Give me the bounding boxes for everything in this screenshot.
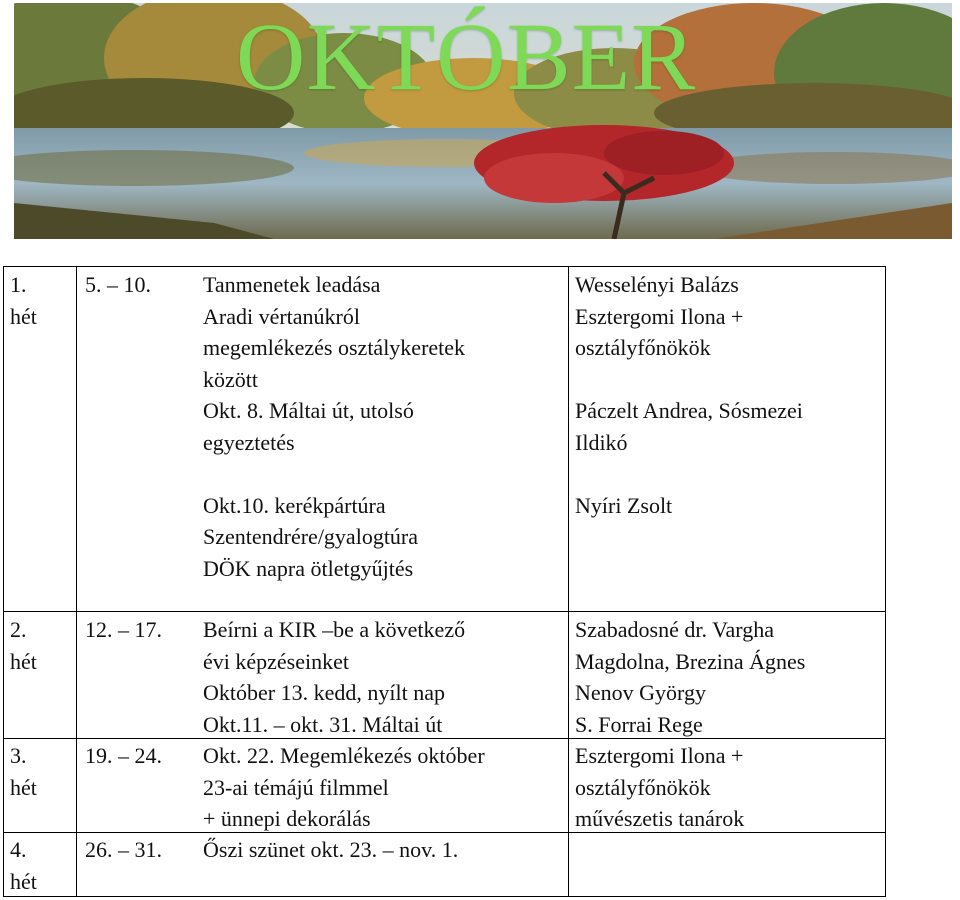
date-range: 12. – 17. [85, 617, 162, 642]
week-label: 1. hét [10, 272, 37, 329]
week-label: 4. hét [10, 837, 37, 894]
column-divider [568, 267, 569, 896]
event-list: Őszi szünet okt. 23. – nov. 1. [203, 837, 459, 862]
responsible-list: Szabadosné dr. Vargha Magdolna, Brezina Ágnes Nenov György S. Forrai Rege [575, 617, 806, 737]
header-banner [14, 3, 952, 239]
event-list: Tanmenetek leadása Aradi vértanúkról megemlékezés osztálykeretek között Okt. 8. Máltai út, utolsó egyeztetés Okt.10. kerékpártúra Szentendrére/gyalogtúra DÖK napra ötletgyűjtés [203, 272, 466, 581]
event-list: Okt. 22. Megemlékezés október 23-ai témájú filmmel + ünnepi dekorálás [203, 743, 485, 831]
schedule-table [3, 266, 886, 897]
responsible-list: Wesselényi Balázs Esztergomi Ilona + osztályfőnökök Páczelt Andrea, Sósmezei Ildikó Nyíri Zsolt [575, 272, 803, 518]
row-divider [4, 611, 885, 612]
week-label: 2. hét [10, 617, 37, 674]
responsible-list: Esztergomi Ilona + osztályfőnökök művészetis tanárok [575, 743, 745, 831]
date-range: 19. – 24. [85, 743, 162, 768]
event-list: Beírni a KIR –be a következő évi képzéseinket Október 13. kedd, nyílt nap Okt.11. – okt. 31. Máltai út [203, 617, 466, 737]
column-divider [76, 267, 77, 896]
page-title: OKTÓBER [236, 3, 697, 110]
date-range: 26. – 31. [85, 837, 162, 862]
week-label: 3. hét [10, 743, 37, 800]
date-range: 5. – 10. [85, 272, 151, 297]
